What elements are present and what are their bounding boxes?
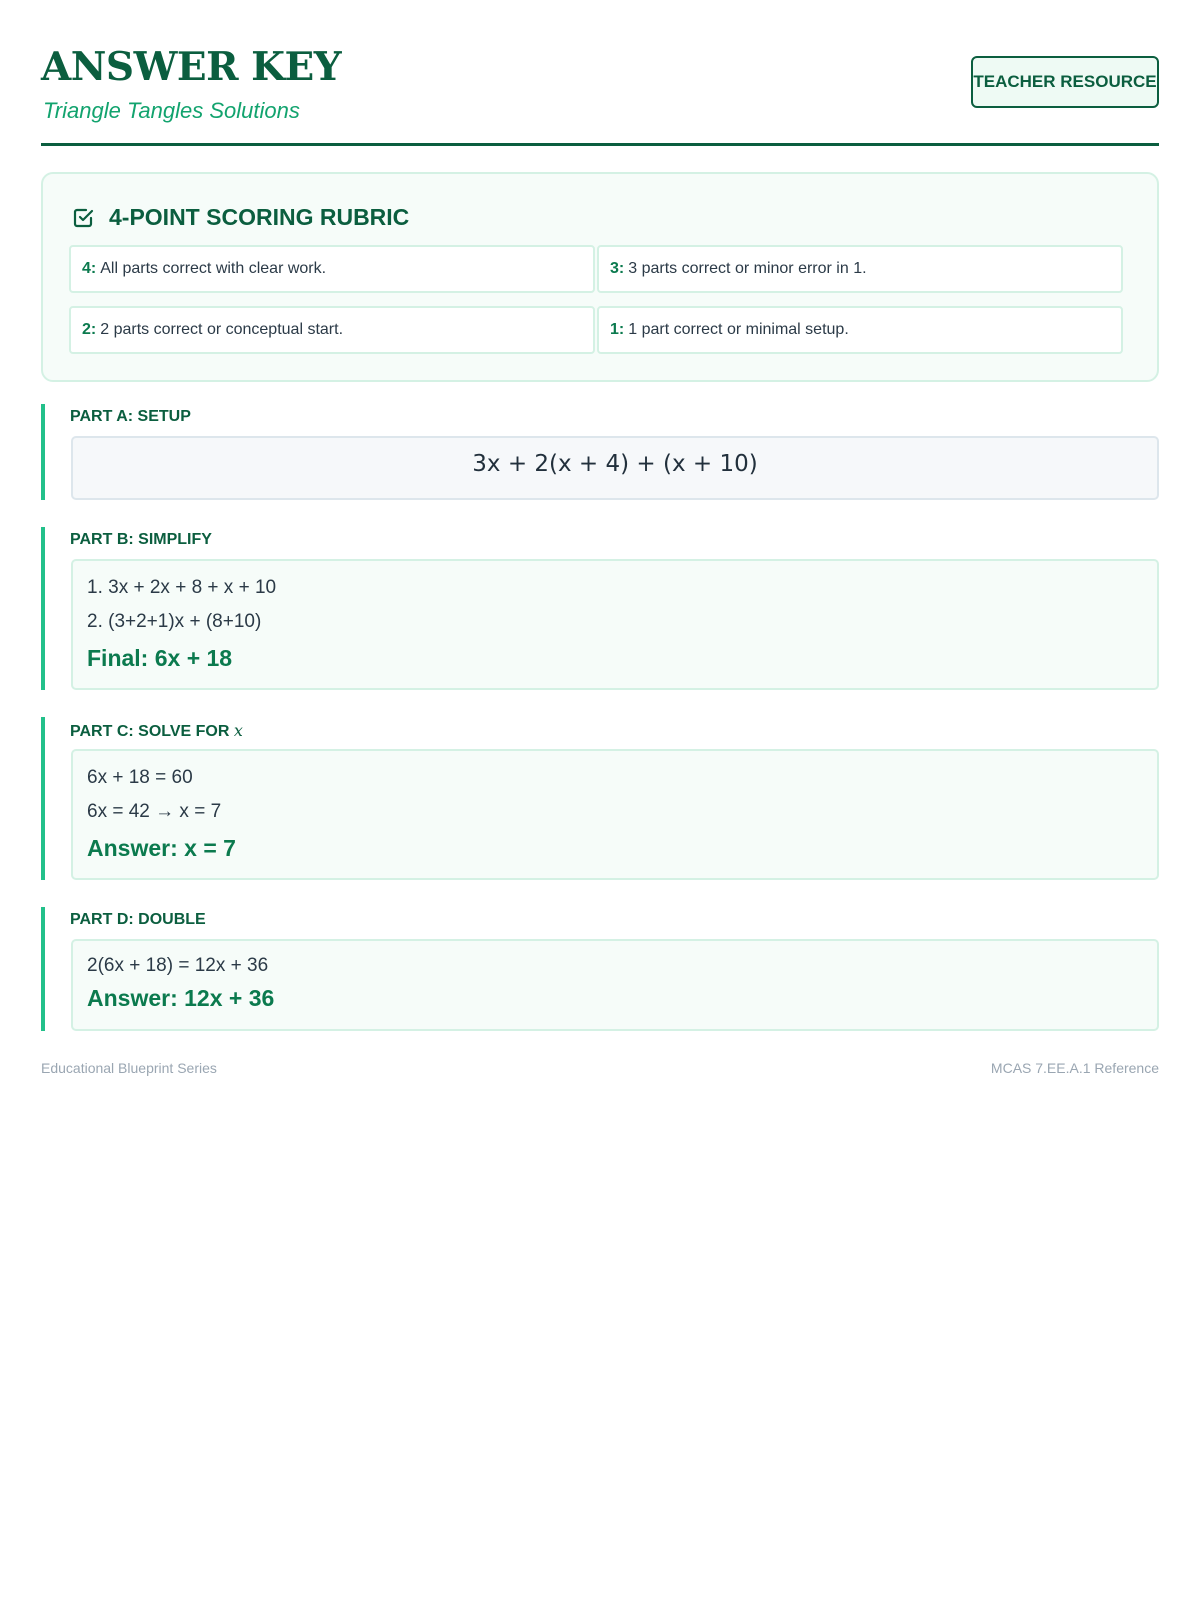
part-c-label [70, 721, 243, 741]
rubric-level: 2: [82, 321, 97, 338]
checkbox-check-icon [71, 206, 95, 230]
rubric-text: 1 part correct or minimal setup. [628, 321, 849, 338]
part-a-label: PART A: SETUP [70, 408, 191, 425]
simplify-final: Final: 6x + 18 [87, 645, 233, 671]
part-a-section [41, 404, 1159, 500]
part-a-box [71, 436, 1159, 500]
rubric-text: 3 parts correct or minor error in 1. [628, 260, 867, 277]
part-c-box [71, 749, 1159, 880]
solve-answer: Answer: x = 7 [87, 835, 236, 861]
rubric-level: 1: [610, 321, 625, 338]
rubric-header [71, 204, 409, 231]
solve-step: 6x + 18 = 60 [87, 767, 193, 788]
teacher-resource-badge: TEACHER RESOURCE [971, 56, 1159, 108]
page-title: ANSWER KEY [41, 44, 342, 90]
page-subtitle: Triangle Tangles Solutions [43, 98, 300, 123]
rubric-text: 2 parts correct or conceptual start. [100, 321, 344, 338]
part-d-box [71, 939, 1159, 1031]
scoring-rubric [41, 172, 1159, 382]
footer-reference: MCAS 7.EE.A.1 Reference [990, 1060, 1159, 1076]
solve-step: 6x = 42 → x = 7 [87, 801, 222, 822]
part-c-section [41, 717, 1159, 880]
rubric-level: 3: [610, 260, 625, 277]
part-d-section [41, 907, 1159, 1031]
rubric-level: 4: [82, 260, 97, 277]
rubric-item [69, 245, 595, 293]
rubric-item [69, 306, 595, 354]
part-c-label-variable: x [233, 721, 243, 740]
part-b-label: PART B: SIMPLIFY [70, 531, 212, 548]
rubric-text: All parts correct with clear work. [100, 260, 327, 277]
part-c-label-text: PART C: SOLVE FOR [70, 723, 230, 740]
part-b-box [71, 559, 1159, 690]
page-header [41, 0, 1159, 146]
footer-series: Educational Blueprint Series [41, 1060, 217, 1076]
part-d-label: PART D: DOUBLE [70, 911, 206, 928]
rubric-item [597, 306, 1123, 354]
rubric-item [597, 245, 1123, 293]
simplify-step: 2. (3+2+1)x + (8+10) [87, 611, 262, 632]
double-answer: Answer: 12x + 36 [87, 985, 275, 1011]
rubric-title: 4-POINT SCORING RUBRIC [109, 204, 410, 230]
setup-expression: 3x + 2(x + 4) + (x + 10) [472, 451, 758, 477]
simplify-step: 1. 3x + 2x + 8 + x + 10 [87, 577, 277, 598]
double-step: 2(6x + 18) = 12x + 36 [87, 955, 269, 976]
part-b-section [41, 527, 1159, 690]
